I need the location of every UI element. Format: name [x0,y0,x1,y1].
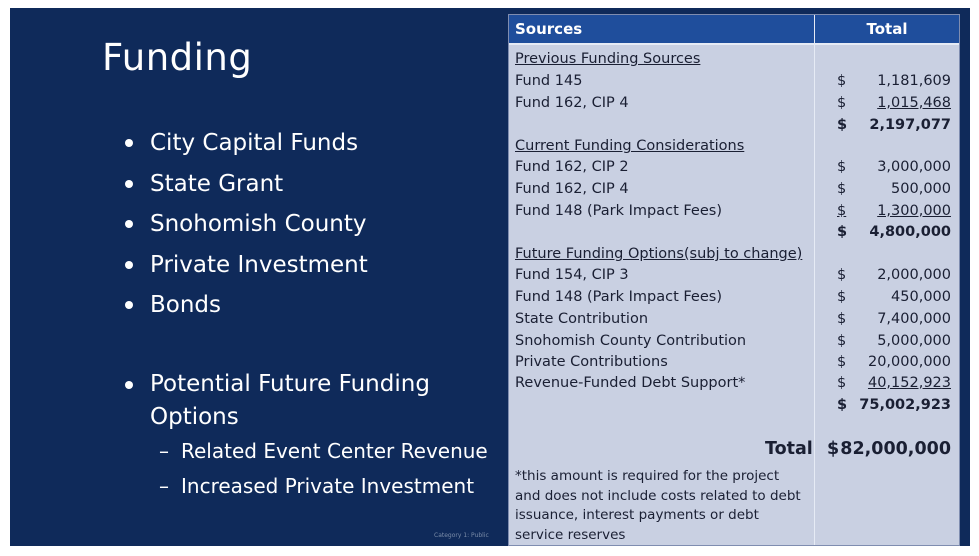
sub-bullet-item: – Related Event Center Revenue [150,434,488,469]
row-label: Snohomish County Contribution [515,333,747,349]
row-amount: 2,000,000 [877,267,951,283]
dollar-sign: $ [837,181,847,197]
row-amount: 7,400,000 [877,311,951,327]
dollar-sign: $ [827,439,840,459]
row-amount: 5,000,000 [877,333,951,349]
row-label: Fund 162, CIP 4 [515,95,629,111]
row-amount: 20,000,000 [867,354,951,370]
col-header-total: Total [866,20,908,38]
table-row [515,92,951,114]
slide [10,8,970,546]
section-heading [515,135,951,157]
row-label: Fund 154, CIP 3 [515,267,629,283]
bullet-item: Snohomish County [122,204,368,245]
subtotal-amount: 2,197,077 [869,117,951,133]
footer-classification: Category 1: Public [434,532,489,539]
dollar-sign: $ [837,203,847,219]
footnote: *this amount is required for the project and does not include costs related to debt issuance, interest payments or debt service reserves [515,468,801,543]
subtotal-row [515,394,951,416]
col-header-sources: Sources [515,20,583,38]
sub-bullet-item: – Increased Private Investment [150,469,488,504]
row-label: Fund 145 [515,73,583,89]
future-funding-list [122,368,488,504]
row-label: Revenue-Funded Debt Support* [515,375,746,391]
row-amount: 1,300,000 [877,203,951,219]
slide-title: Funding [102,36,253,79]
table-header [509,15,959,45]
table-row [515,178,951,200]
subtotal-row [515,221,951,243]
bullet-item: Bonds [122,285,368,326]
dollar-sign: $ [837,267,847,283]
grand-total-label: Total [765,439,813,459]
row-amount: 40,152,923 [867,375,951,391]
dollar-sign: $ [837,224,848,240]
bullet-item: City Capital Funds [122,123,368,164]
table-row [515,330,951,352]
row-amount: 500,000 [891,181,951,197]
dollar-sign: $ [837,73,847,89]
dollar-sign: $ [837,95,847,111]
table-row [515,200,951,222]
table-row [515,156,951,178]
future-funding-bullet [122,368,488,434]
dollar-sign: $ [837,289,847,305]
table-row [515,351,951,373]
row-label: Fund 148 (Park Impact Fees) [515,203,722,219]
row-amount: 1,181,609 [877,73,951,89]
funding-table [508,14,960,546]
table-row [515,286,951,308]
table-row [515,308,951,330]
table-row [515,70,951,92]
section-heading [515,48,951,70]
section-heading [515,243,951,265]
dollar-sign: $ [837,311,847,327]
table-row [515,372,951,394]
section-heading-label: Previous Funding Sources [515,51,701,67]
subtotal-amount: 75,002,923 [859,397,951,413]
dollar-sign: $ [837,354,847,370]
section-heading-label: Future Funding Options(subj to change) [515,246,803,262]
table-row [515,264,951,286]
grand-total-amount: 82,000,000 [840,439,951,459]
row-label: Fund 162, CIP 4 [515,181,629,197]
row-amount: 1,015,468 [877,95,951,111]
section-heading-label: Current Funding Considerations [515,138,745,154]
row-label: Fund 162, CIP 2 [515,159,629,175]
row-label: Fund 148 (Park Impact Fees) [515,289,722,305]
row-label: State Contribution [515,311,649,327]
grand-total-row [515,437,951,461]
row-amount: 3,000,000 [877,159,951,175]
dollar-sign: $ [837,117,848,133]
dollar-sign: $ [837,333,847,349]
bullet-item: Private Investment [122,245,368,286]
bullet-item: State Grant [122,164,368,205]
future-funding-label: Potential Future Funding Options [150,371,430,430]
subtotal-amount: 4,800,000 [869,224,951,240]
dollar-sign: $ [837,397,848,413]
row-amount: 450,000 [891,289,951,305]
subtotal-row [515,114,951,136]
dollar-sign: $ [837,375,847,391]
row-label: Private Contributions [515,354,668,370]
dollar-sign: $ [837,159,847,175]
funding-bullet-list [122,123,368,326]
